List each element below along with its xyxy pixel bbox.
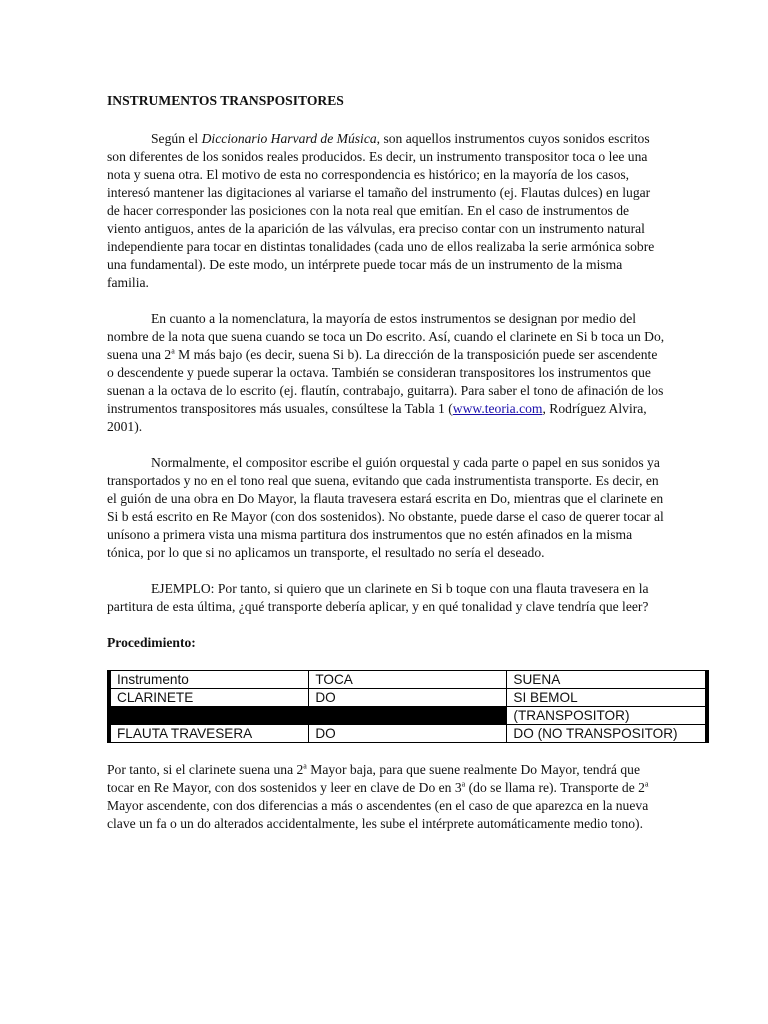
paragraph-definition: [107, 130, 665, 292]
p1-after: , son aquellos instrumentos cuyos sonidos escritos son diferentes de los sonidos reales producidos. Es decir, un instrumento transpositor toca o lee una nota y suena otra. El motivo de esta no correspondencia es histórico; en la mayoría de los casos, interesó mantener las digitaciones al variarse el tamaño del instrumento (ej. Flautas dulces) en lugar de hacer corresponder las posiciones con la nota real que emitían. En el caso de instrumentos de viento antiguos, antes de la aparición de las válvulas, era preciso contar con un instrumento natural independiente para tocar en distintas tonalidades (cada uno de ellos realizaba la serie armónica sobre una fundamental). De este modo, un intérprete puede tocar más de un instrumento de la misma familia.: [107, 131, 655, 290]
p5-sup2: a: [461, 779, 466, 789]
paragraph-score: Normalmente, el compositor escribe el guión orquestal y cada parte o papel en sus sonidos ya transportados y no en el tono real que suena, evitando que cada instrumentista transporte. Es decir, en el guión de una obra en Do Mayor, la flauta travesera estará escrita en Do, mientras que el clarinete en Si b está escrito en Re Mayor (con dos sostenidos). No obstante, puede darse el caso de querer tocar al unísono a primera vista una misma partitura dos instrumentos que no estén afinados en la misma tónica, por lo que si no aplicamos un transporte, el resultado no sería el deseado.: [107, 455, 664, 560]
p5-part2: Mayor baja, para que suene realmente Do Mayor, tendrá que tocar en Re Mayor, con dos sostenidos y leer en clave de Do en 3: [107, 762, 640, 795]
p2-sup1: a: [171, 346, 175, 356]
table-cell-suena: DO (NO TRANSPOSITOR): [507, 725, 707, 743]
table-cell-filled: [309, 707, 507, 725]
p5-part4: Mayor ascendente, con dos diferencias a más o ascendentes (en el caso de que aparezca en la nueva clave un fa o un do alterados accidentalmente, les sube el intérprete automáticamente medio tono).: [107, 798, 649, 831]
table-cell-instrument: CLARINETE: [109, 689, 309, 707]
p1-before: Según el: [151, 131, 202, 146]
table-cell-suena: SI BEMOL: [507, 689, 707, 707]
p5-sup1: a: [303, 761, 307, 771]
table-cell-instrument: FLAUTA TRAVESERA: [109, 725, 309, 743]
paragraph-nomenclature: [107, 310, 665, 436]
table-cell-toca: DO: [309, 725, 507, 743]
table-header-suena: SUENA: [507, 671, 707, 689]
document-title: INSTRUMENTOS TRANSPOSITORES: [107, 93, 344, 108]
table-row: [109, 707, 707, 725]
document-page: [107, 90, 678, 833]
paragraph-conclusion: [107, 761, 665, 833]
paragraph-example: EJEMPLO: Por tanto, si quiero que un clarinete en Si b toque con una flauta travesera en la partitura de esta última, ¿qué transporte debería aplicar, y en qué tonalidad y clave tendría que leer?: [107, 581, 649, 614]
p5-part1: Por tanto, si el clarinete suena una 2: [107, 762, 304, 777]
table-cell-toca: DO: [309, 689, 507, 707]
table-header-toca: TOCA: [309, 671, 507, 689]
table-row: [109, 689, 707, 707]
p2-part1: En cuanto a la nomenclatura, la mayoría de estos instrumentos se designan por medio del nombre de la nota que suena cuando se toca un Do escrito. Así, cuando el clarinete en Si b toca un Do, suena una 2: [107, 311, 665, 362]
p1-book-title: Diccionario Harvard de Música: [201, 131, 377, 146]
p2-part2: M más bajo (es decir, suena Si b). La dirección de la transposición puede ser ascendente o descendente y puede superar la octava. También se consideran transpositores los instrumentos que suenan a la octava de lo escrito (ej. flautín, contrabajo, guitarra). Para saber el tono de afinación de los instrumentos transpositores más usuales, consúltese la Tabla 1 (: [107, 347, 664, 416]
p5-sup3: a: [644, 779, 649, 789]
table-row: [109, 725, 707, 743]
teoria-link[interactable]: www.teoria.com: [452, 401, 543, 416]
transposition-table: [107, 670, 709, 743]
p5-part3: (do se llama re). Transporte de 2: [465, 780, 645, 795]
table-cell-filled: [109, 707, 309, 725]
p2-part3: , Rodríguez Alvira, 2001).: [107, 401, 647, 434]
table-header-row: [109, 671, 707, 689]
table-cell-suena-cont: (TRANSPOSITOR): [507, 707, 707, 725]
table-header-instrument: Instrumento: [109, 671, 309, 689]
procedure-heading: Procedimiento:: [107, 635, 196, 650]
